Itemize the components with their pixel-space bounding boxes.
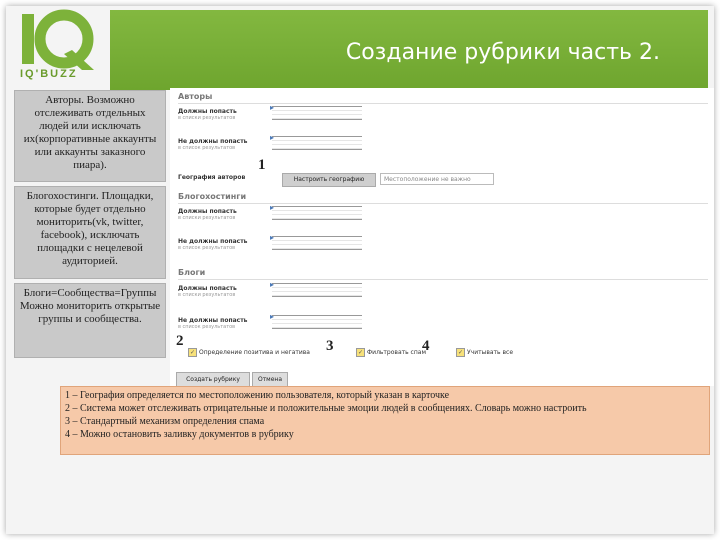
authors-include-input[interactable] xyxy=(272,106,362,120)
section-divider xyxy=(178,279,708,280)
create-rubric-button[interactable]: Создать рубрику xyxy=(176,372,250,387)
page-title: Создание рубрики часть 2. xyxy=(345,40,660,65)
footnote-1: 1 – География определяется по местоположению пользователя, который указан в карточке xyxy=(65,390,450,401)
hosting-exclude-input[interactable] xyxy=(272,236,362,250)
expand-arrow-icon[interactable]: ▸ xyxy=(270,280,275,289)
geo-label: География авторов xyxy=(178,174,246,181)
expand-arrow-icon[interactable]: ▸ xyxy=(270,233,275,242)
blogs-exclude-input[interactable] xyxy=(272,315,362,329)
field-label: Должны попасть в списки результатов xyxy=(178,208,237,221)
note-blog-hosting: Блогохостинги. Площадки, которые будет отдельно мониторить(vk, twitter, facebook), исключать площадки с нецелевой аудиторией. xyxy=(14,186,166,279)
expand-arrow-icon[interactable]: ▸ xyxy=(270,203,275,212)
section-title-authors: Авторы xyxy=(178,92,213,101)
check-icon: ✓ xyxy=(457,349,464,356)
field-label: Должны попасть в списки результатов xyxy=(178,285,237,298)
expand-arrow-icon[interactable]: ▸ xyxy=(270,103,275,112)
count-all-checkbox[interactable]: ✓ Учитывать все xyxy=(457,349,514,356)
sentiment-checkbox[interactable]: ✓ Определение позитива и негатива xyxy=(189,349,310,356)
cancel-button[interactable]: Отмена xyxy=(252,372,288,387)
marker-1: 1 xyxy=(258,157,266,173)
check-icon: ✓ xyxy=(189,349,196,356)
expand-arrow-icon[interactable]: ▸ xyxy=(270,312,275,321)
field-label: Не должны попасть в список результатов xyxy=(178,238,248,251)
configure-geography-button[interactable]: Настроить географию xyxy=(282,173,376,187)
marker-4: 4 xyxy=(422,338,430,354)
rubric-form xyxy=(170,88,714,386)
note-authors: Авторы. Возможно отслеживать отдельных людей или исключать их(корпоративные аккаунты или аккаунты заказного пиара). xyxy=(14,90,166,182)
footnote-3: 3 – Стандартный механизм определения спама xyxy=(65,416,265,427)
section-title-blogs: Блоги xyxy=(178,268,206,277)
hosting-include-input[interactable] xyxy=(272,206,362,220)
section-title-blog-hosting: Блогохостинги xyxy=(178,192,247,201)
expand-arrow-icon[interactable]: ▸ xyxy=(270,133,275,142)
footnotes-box xyxy=(60,386,710,455)
note-blogs: Блоги=Сообщества=Группы Можно мониторить открытые группы и сообщества. xyxy=(14,283,166,358)
footnote-2: 2 – Система может отслеживать отрицательные и положительные эмоции людей в сообщениях. Словарь можно настроить xyxy=(65,403,587,414)
field-label: Не должны попасть в список результатов xyxy=(178,138,248,151)
field-label: Должны попасть в списки результатов xyxy=(178,108,237,121)
footnote-4: 4 – Можно остановить заливку документов в рубрику xyxy=(65,429,294,440)
marker-3: 3 xyxy=(326,338,334,354)
authors-exclude-input[interactable] xyxy=(272,136,362,150)
spam-filter-checkbox[interactable]: ✓ Фильтровать спам xyxy=(357,349,426,356)
logo-text: IQ'BUZZ xyxy=(20,68,78,80)
field-label: Не должны попасть в список результатов xyxy=(178,317,248,330)
geography-input[interactable]: Местоположение не важно xyxy=(380,173,494,185)
marker-2: 2 xyxy=(176,333,184,349)
title-bar xyxy=(110,10,708,90)
section-divider xyxy=(178,203,708,204)
check-icon: ✓ xyxy=(357,349,364,356)
section-divider xyxy=(178,103,708,104)
blogs-include-input[interactable] xyxy=(272,283,362,297)
